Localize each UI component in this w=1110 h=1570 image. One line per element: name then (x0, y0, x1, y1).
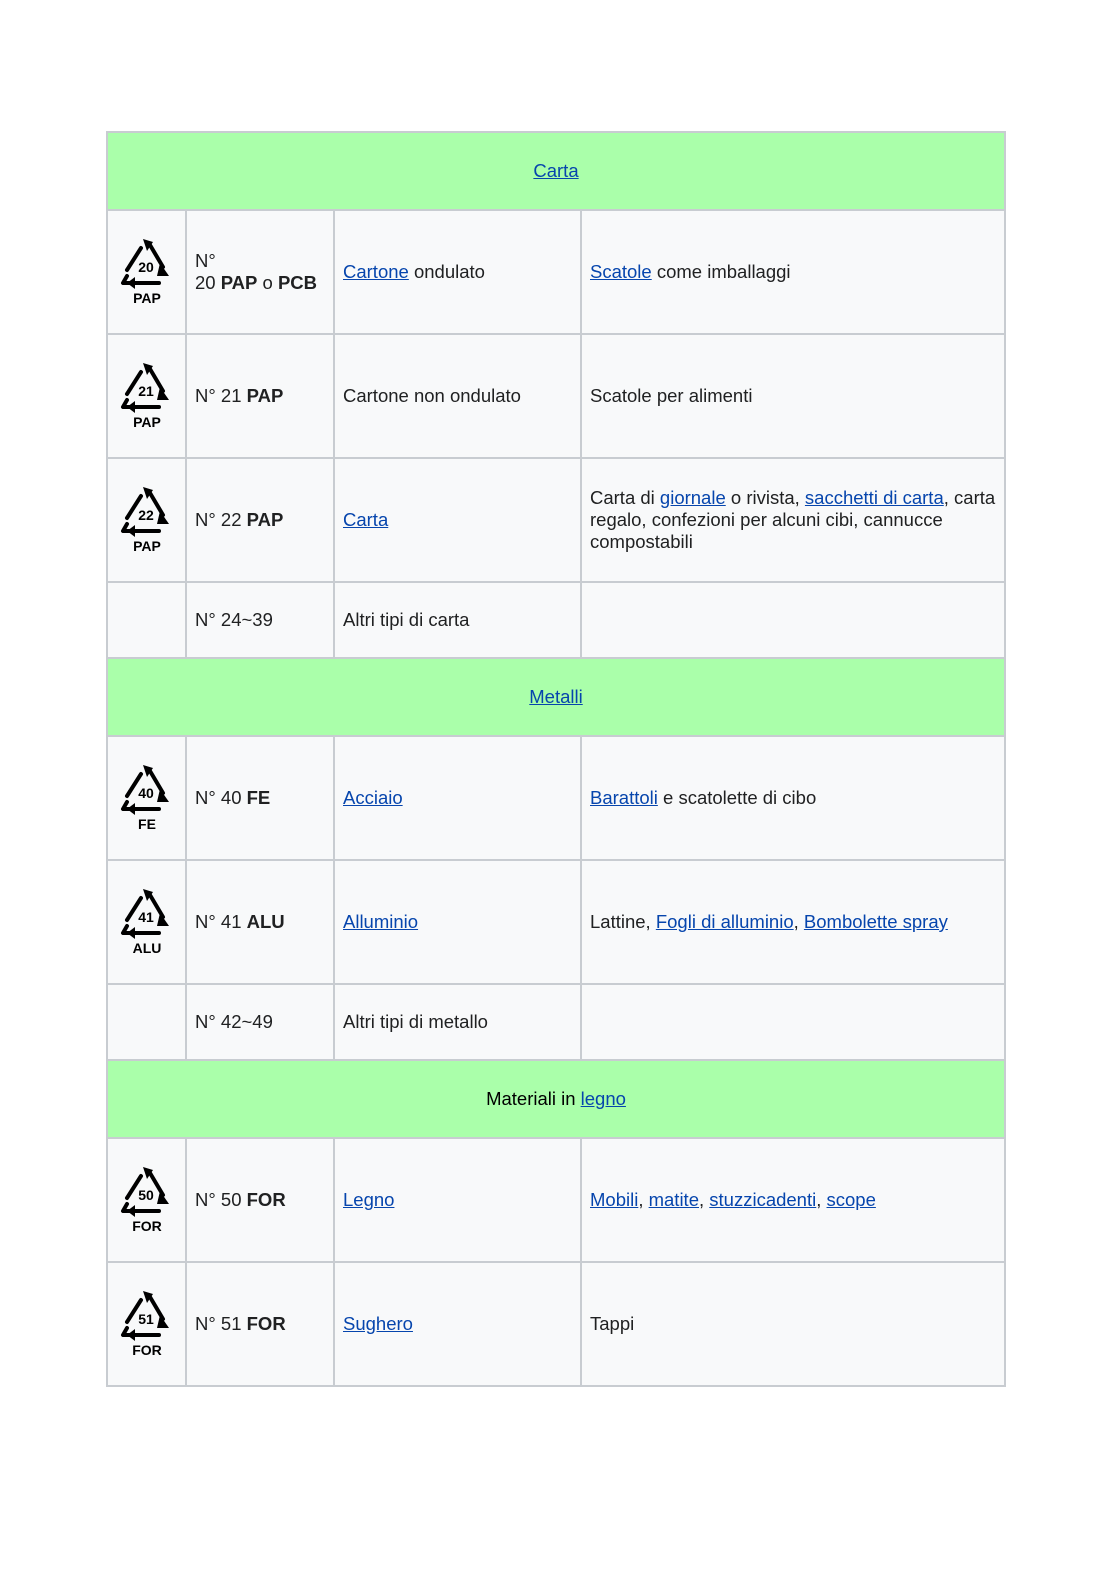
code-cell (186, 736, 334, 860)
uses-link[interactable]: Bombolette spray (803, 911, 948, 932)
code-cell (186, 984, 334, 1060)
symbol-cell (107, 984, 186, 1060)
code-num: 51 (220, 1313, 242, 1334)
material-link[interactable]: Carta (343, 509, 389, 530)
symbol-cell (107, 1138, 186, 1262)
table-row (107, 860, 1005, 984)
recycle-icon-abbreviation: FE (137, 816, 156, 832)
section-header-link[interactable]: legno (580, 1088, 626, 1109)
code-num: 21 (220, 385, 242, 406)
uses-text: Lattine, (590, 911, 656, 932)
uses-link[interactable]: matite (648, 1189, 699, 1210)
uses-cell (581, 334, 1005, 458)
uses-text: Scatole per alimenti (590, 385, 753, 406)
recycle-51-for-icon (117, 1288, 177, 1360)
code-abbr1: PAP (246, 385, 284, 406)
uses-link[interactable]: Mobili (590, 1189, 639, 1210)
recycle-icon-number: 50 (137, 1187, 154, 1203)
recycle-22-pap-icon (117, 484, 177, 556)
material-text: Altri tipi di carta (343, 609, 470, 630)
code-abbr1: FOR (246, 1313, 286, 1334)
uses-cell (581, 860, 1005, 984)
recycle-40-fe-icon (117, 762, 177, 834)
recycle-icon-number: 51 (137, 1311, 154, 1327)
symbol-cell (107, 334, 186, 458)
recycle-20-pap-icon (117, 236, 177, 308)
uses-cell (581, 1262, 1005, 1386)
section-header-row (107, 658, 1005, 736)
uses-link[interactable]: giornale (659, 487, 726, 508)
table-row (107, 736, 1005, 860)
recycle-icon-abbreviation: PAP (132, 290, 161, 306)
symbol-cell (107, 210, 186, 334)
material-cell (334, 736, 581, 860)
uses-text: come imballaggi (651, 261, 791, 282)
recycle-icon-abbreviation: ALU (132, 940, 161, 956)
material-text: ondulato (408, 261, 485, 282)
uses-text: , (816, 1189, 827, 1210)
section-header (107, 132, 1005, 210)
recycle-icon-abbreviation: PAP (132, 414, 161, 430)
code-prefix: N° (195, 609, 216, 630)
recycle-icon-abbreviation: PAP (132, 538, 161, 554)
code-cell (186, 210, 334, 334)
material-cell (334, 1138, 581, 1262)
code-num: 50 (220, 1189, 242, 1210)
uses-cell (581, 458, 1005, 582)
code-cell (186, 458, 334, 582)
code-prefix: N° (195, 787, 216, 808)
recycle-41-alu-icon (117, 886, 177, 958)
code-cell (186, 582, 334, 658)
uses-text: , carta regalo, confezioni per alcuni cibi, cannucce compostabili (590, 487, 996, 552)
code-abbr1: FE (246, 787, 271, 808)
section-header-row (107, 1060, 1005, 1138)
uses-link[interactable]: Scatole (590, 261, 652, 282)
code-prefix: N° (195, 1313, 216, 1334)
symbol-cell (107, 458, 186, 582)
recycle-21-pap-icon (117, 360, 177, 432)
code-abbr2: PCB (277, 272, 318, 293)
code-prefix: N° (195, 1189, 216, 1210)
uses-text: Carta di (590, 487, 660, 508)
code-sep: o (262, 272, 273, 293)
symbol-cell (107, 736, 186, 860)
table-row (107, 458, 1005, 582)
table-row (107, 210, 1005, 334)
code-prefix: N° (195, 911, 216, 932)
material-cell (334, 458, 581, 582)
code-abbr1: PAP (220, 272, 258, 293)
code-prefix: N° (195, 509, 216, 530)
symbol-cell (107, 582, 186, 658)
uses-link[interactable]: scope (826, 1189, 876, 1210)
material-link[interactable]: Legno (343, 1189, 395, 1210)
uses-link[interactable]: Barattoli (590, 787, 658, 808)
code-num: 41 (220, 911, 242, 932)
code-num: 24~39 (220, 609, 273, 630)
recycle-50-for-icon (117, 1164, 177, 1236)
section-header (107, 658, 1005, 736)
material-text: Altri tipi di metallo (343, 1011, 488, 1032)
uses-text: e scatolette di cibo (657, 787, 817, 808)
material-text: Cartone non ondulato (343, 385, 521, 406)
uses-cell (581, 1138, 1005, 1262)
uses-cell (581, 736, 1005, 860)
material-cell (334, 984, 581, 1060)
uses-text: , (638, 1189, 649, 1210)
uses-cell (581, 210, 1005, 334)
uses-text: Tappi (590, 1313, 635, 1334)
table-row (107, 984, 1005, 1060)
table-row (107, 334, 1005, 458)
uses-cell (581, 984, 1005, 1060)
code-prefix: N° (195, 385, 216, 406)
recycle-icon-number: 40 (137, 785, 154, 801)
uses-text: , (699, 1189, 710, 1210)
material-link[interactable]: Alluminio (343, 911, 419, 932)
code-num: 20 (195, 272, 216, 293)
code-abbr1: ALU (246, 911, 285, 932)
code-num: 40 (220, 787, 242, 808)
table-row (107, 1138, 1005, 1262)
material-cell (334, 582, 581, 658)
material-link[interactable]: Sughero (343, 1313, 413, 1334)
uses-text: , (793, 911, 804, 932)
code-abbr1: FOR (246, 1189, 286, 1210)
material-cell (334, 1262, 581, 1386)
uses-link[interactable]: sacchetti di carta (804, 487, 944, 508)
table-row (107, 1262, 1005, 1386)
code-prefix: N° (195, 250, 216, 271)
uses-cell (581, 582, 1005, 658)
recycling-codes-table (106, 131, 1006, 1387)
code-cell (186, 1138, 334, 1262)
material-link[interactable]: Acciaio (343, 787, 403, 808)
code-num: 42~49 (220, 1011, 273, 1032)
uses-link[interactable]: Fogli di alluminio (655, 911, 794, 932)
recycle-icon-number: 20 (137, 259, 154, 275)
recycle-icon-number: 22 (137, 507, 154, 523)
symbol-cell (107, 860, 186, 984)
code-prefix: N° (195, 1011, 216, 1032)
uses-link[interactable]: stuzzicadenti (709, 1189, 817, 1210)
recycle-icon-number: 41 (137, 909, 154, 925)
recycle-icon-number: 21 (137, 383, 154, 399)
code-cell (186, 1262, 334, 1386)
material-cell (334, 860, 581, 984)
recycle-icon-abbreviation: FOR (131, 1342, 162, 1358)
material-cell (334, 210, 581, 334)
table-row (107, 582, 1005, 658)
symbol-cell (107, 1262, 186, 1386)
section-header-link[interactable]: Carta (533, 160, 579, 181)
code-num: 22 (220, 509, 242, 530)
material-link[interactable]: Cartone (343, 261, 409, 282)
recycle-icon-abbreviation: FOR (131, 1218, 162, 1234)
code-cell (186, 860, 334, 984)
section-header-text: Materiali in (486, 1088, 581, 1109)
section-header-row (107, 132, 1005, 210)
material-cell (334, 334, 581, 458)
section-header (107, 1060, 1005, 1138)
section-header-link[interactable]: Metalli (529, 686, 583, 707)
code-abbr1: PAP (246, 509, 284, 530)
uses-text: o rivista, (725, 487, 805, 508)
code-cell (186, 334, 334, 458)
